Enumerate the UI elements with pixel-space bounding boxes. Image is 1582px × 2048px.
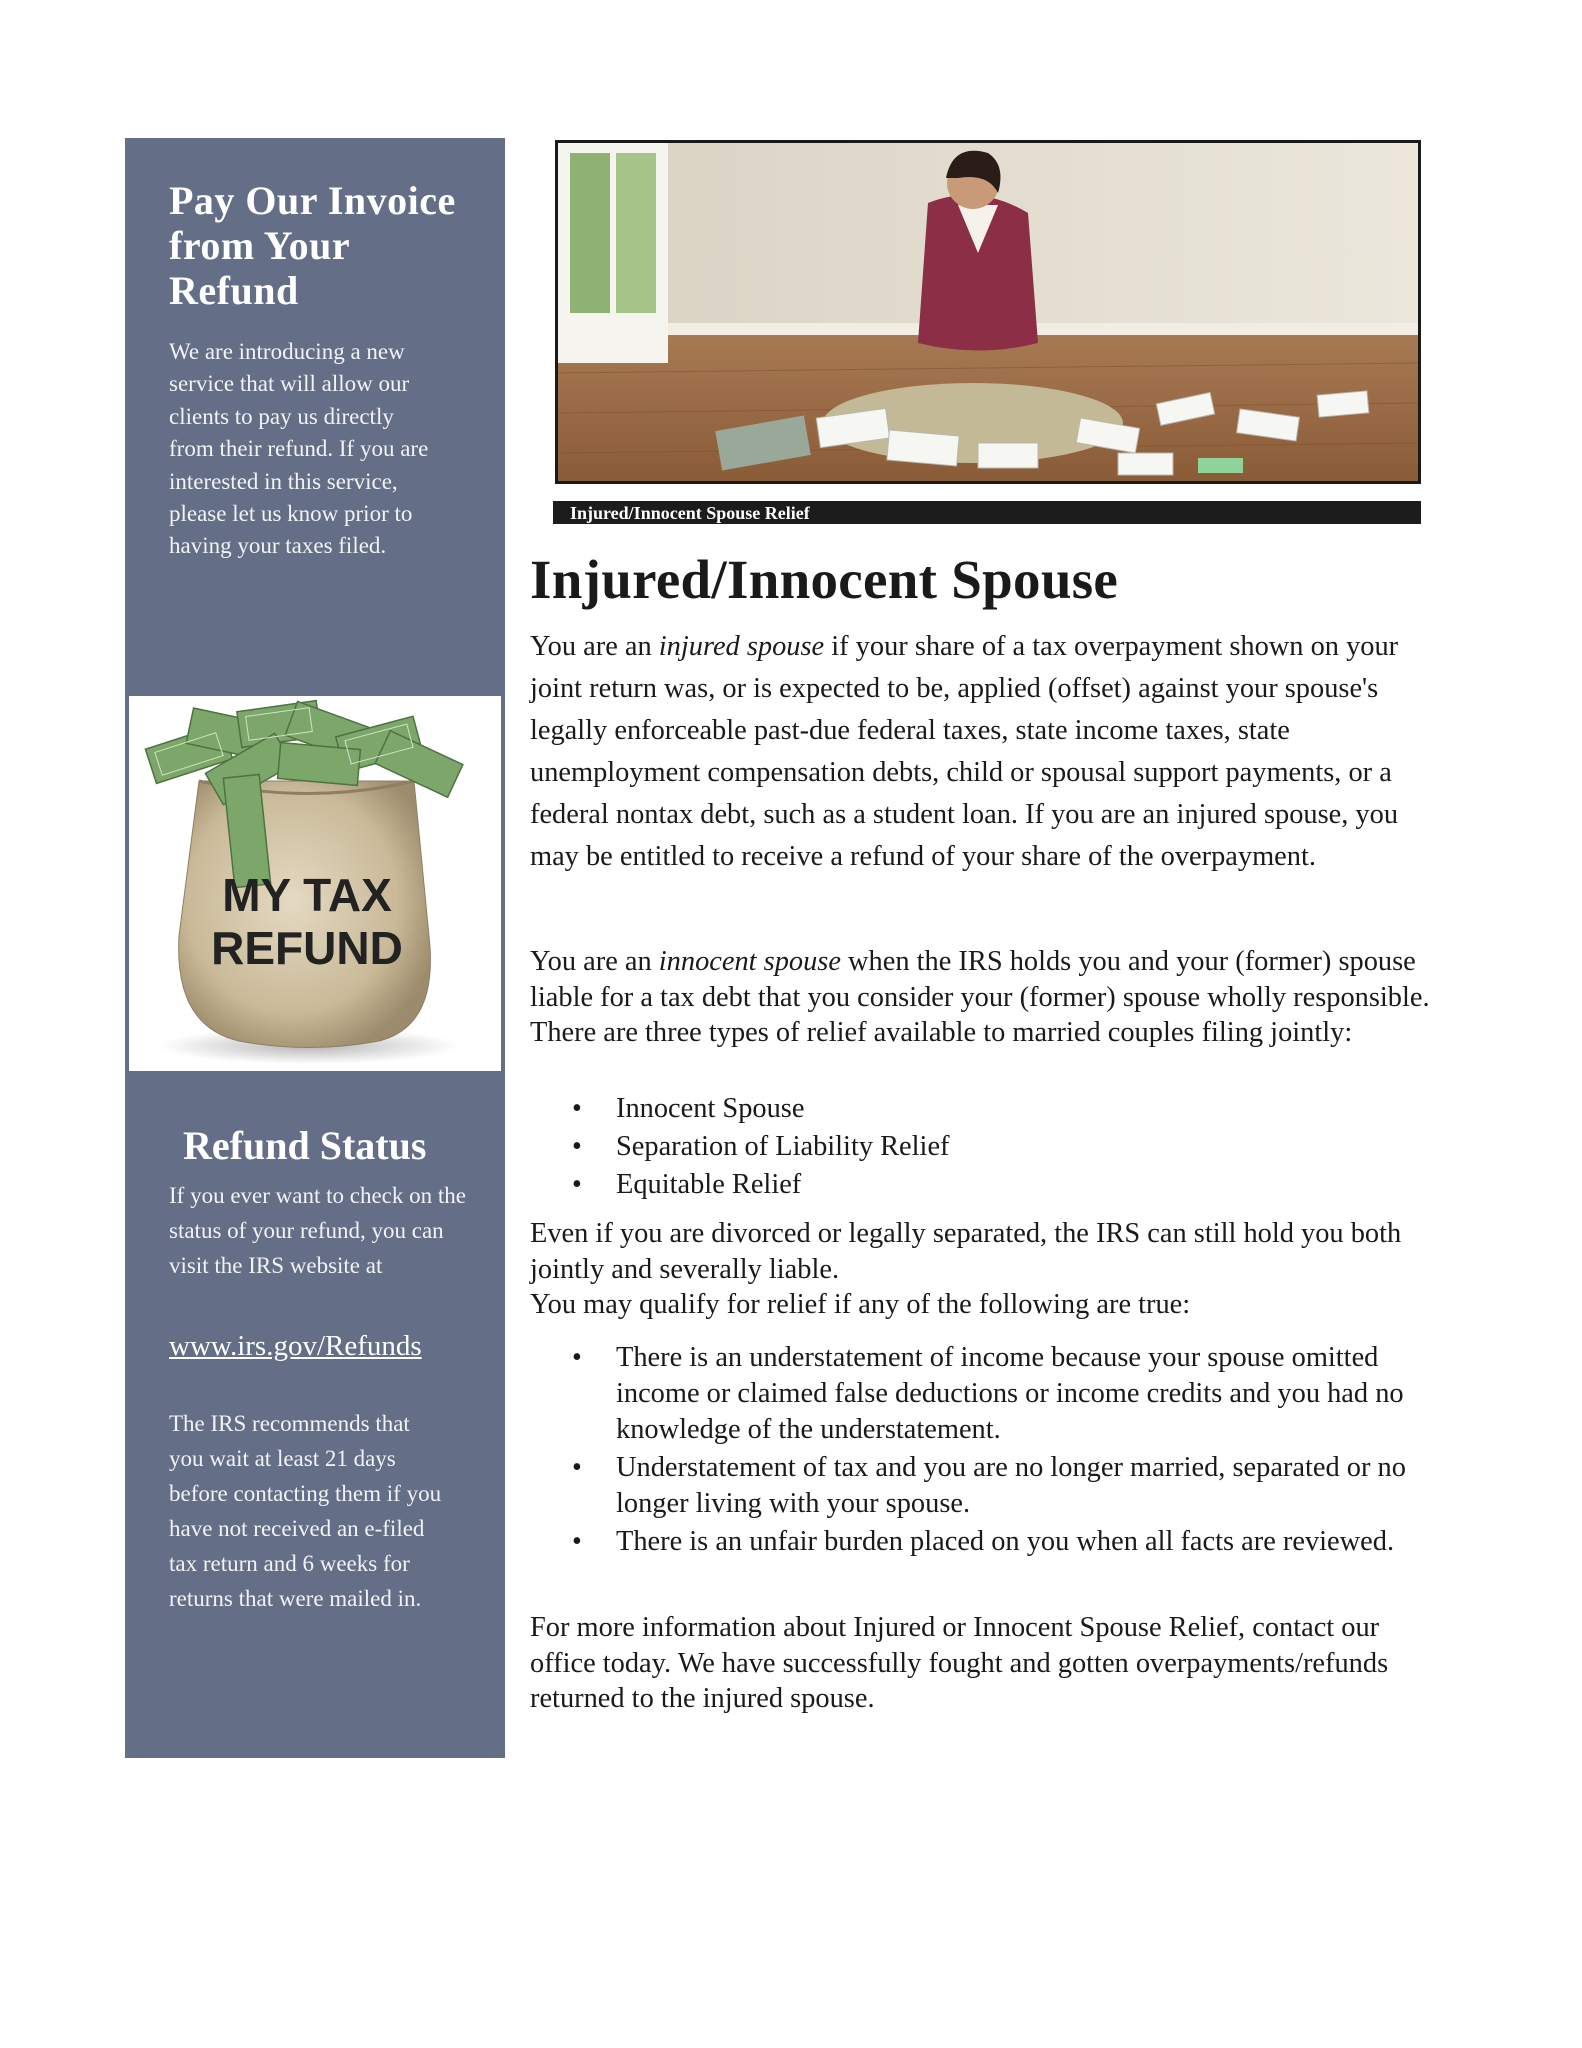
list-item-text: There is an understatement of income because your spouse omitted income or claimed false deductions or income credits and you had no knowledge of the understatement. <box>616 1342 1404 1445</box>
injured-spouse-paragraph <box>530 626 1430 878</box>
bag-text-line-1: MY TAX <box>222 869 392 921</box>
p3-text-b: You may qualify for relief if any of the following are true: <box>530 1289 1191 1320</box>
list-item-text: There is an unfair burden placed on you when all facts are reviewed. <box>616 1526 1395 1557</box>
list-item <box>530 1524 1440 1560</box>
photo-caption-text: Injured/Innocent Spouse Relief <box>570 503 810 523</box>
sidebar-intro-text: We are introducing a new service that will allow our clients to pay us directly from their refund. If you are interested in this service, please let us know prior to having your taxes filed. <box>169 339 429 559</box>
list-item <box>530 1340 1440 1448</box>
bullet-icon: • <box>572 1169 582 1200</box>
list-item-text: Innocent Spouse <box>616 1093 805 1124</box>
bullet-icon: • <box>572 1452 582 1483</box>
irs-recommendation-text: The IRS recommends that you wait at least 21 days before contacting them if you have not received an e-filed tax return and 6 weeks for returns that were mailed in. <box>169 1411 442 1611</box>
bag-text-line-2: REFUND <box>211 922 403 974</box>
bullet-icon: • <box>572 1342 582 1373</box>
irs-refunds-link[interactable]: www.irs.gov/Refunds <box>169 1330 422 1362</box>
qualification-conditions-list <box>530 1340 1440 1562</box>
list-item <box>530 1166 950 1204</box>
hero-photo <box>555 140 1421 484</box>
list-item-text: Understatement of tax and you are no longer married, separated or no longer living with your spouse. <box>616 1452 1406 1519</box>
p1-emphasis: injured spouse <box>658 631 825 662</box>
article-title: Injured/Innocent Spouse <box>530 549 1119 610</box>
p2-emphasis: innocent spouse <box>658 946 841 977</box>
refund-status-text: If you ever want to check on the status of your refund, you can visit the IRS website at <box>169 1183 466 1278</box>
innocent-spouse-paragraph <box>530 944 1440 1051</box>
money-bag-illustration <box>129 696 501 1071</box>
list-item <box>530 1450 1440 1522</box>
p1-text-b: if your share of a tax overpayment shown on your joint return was, or is expected to be, applied (offset) against your spouse's legally enforceable past-due federal taxes, state income taxes, state unemployment compensation debts, child or spousal support payments, or a federal nontax debt, such as a student loan. If you are an injured spouse, you may be entitled to receive a refund of your share of the overpayment. <box>530 631 1399 872</box>
refund-status-title: Refund Status <box>183 1123 427 1168</box>
list-item <box>530 1090 950 1128</box>
tax-refund-bag-image <box>129 696 501 1071</box>
woman-with-papers-illustration <box>558 143 1418 481</box>
divorced-paragraph <box>530 1216 1430 1323</box>
p3-text-a: Even if you are divorced or legally separated, the IRS can still hold you both jointly and severally liable. <box>530 1218 1402 1285</box>
sidebar-title: Pay Our Invoice from Your Refund <box>169 178 456 313</box>
photo-caption <box>553 501 1421 524</box>
list-item-text: Equitable Relief <box>616 1169 802 1200</box>
list-item-text: Separation of Liability Relief <box>616 1131 950 1162</box>
sidebar <box>125 138 505 1758</box>
bullet-icon: • <box>572 1093 582 1124</box>
bullet-icon: • <box>572 1526 582 1557</box>
p2-text-c: There are three types of relief available to married couples filing jointly: <box>530 1017 1353 1048</box>
bullet-icon: • <box>572 1131 582 1162</box>
list-item <box>530 1128 950 1166</box>
p2-text-a: You are an <box>530 946 659 977</box>
contact-paragraph: For more information about Injured or Innocent Spouse Relief, contact our office today. We have successfully fought and gotten overpayments/refunds returned to the injured spouse. <box>530 1612 1389 1714</box>
relief-types-list <box>530 1090 950 1204</box>
p2-text-b: when the IRS holds you and your (former) spouse liable for a tax debt that you consider your (former) spouse wholly responsible. <box>530 946 1430 1013</box>
p1-text-a: You are an <box>530 631 659 662</box>
